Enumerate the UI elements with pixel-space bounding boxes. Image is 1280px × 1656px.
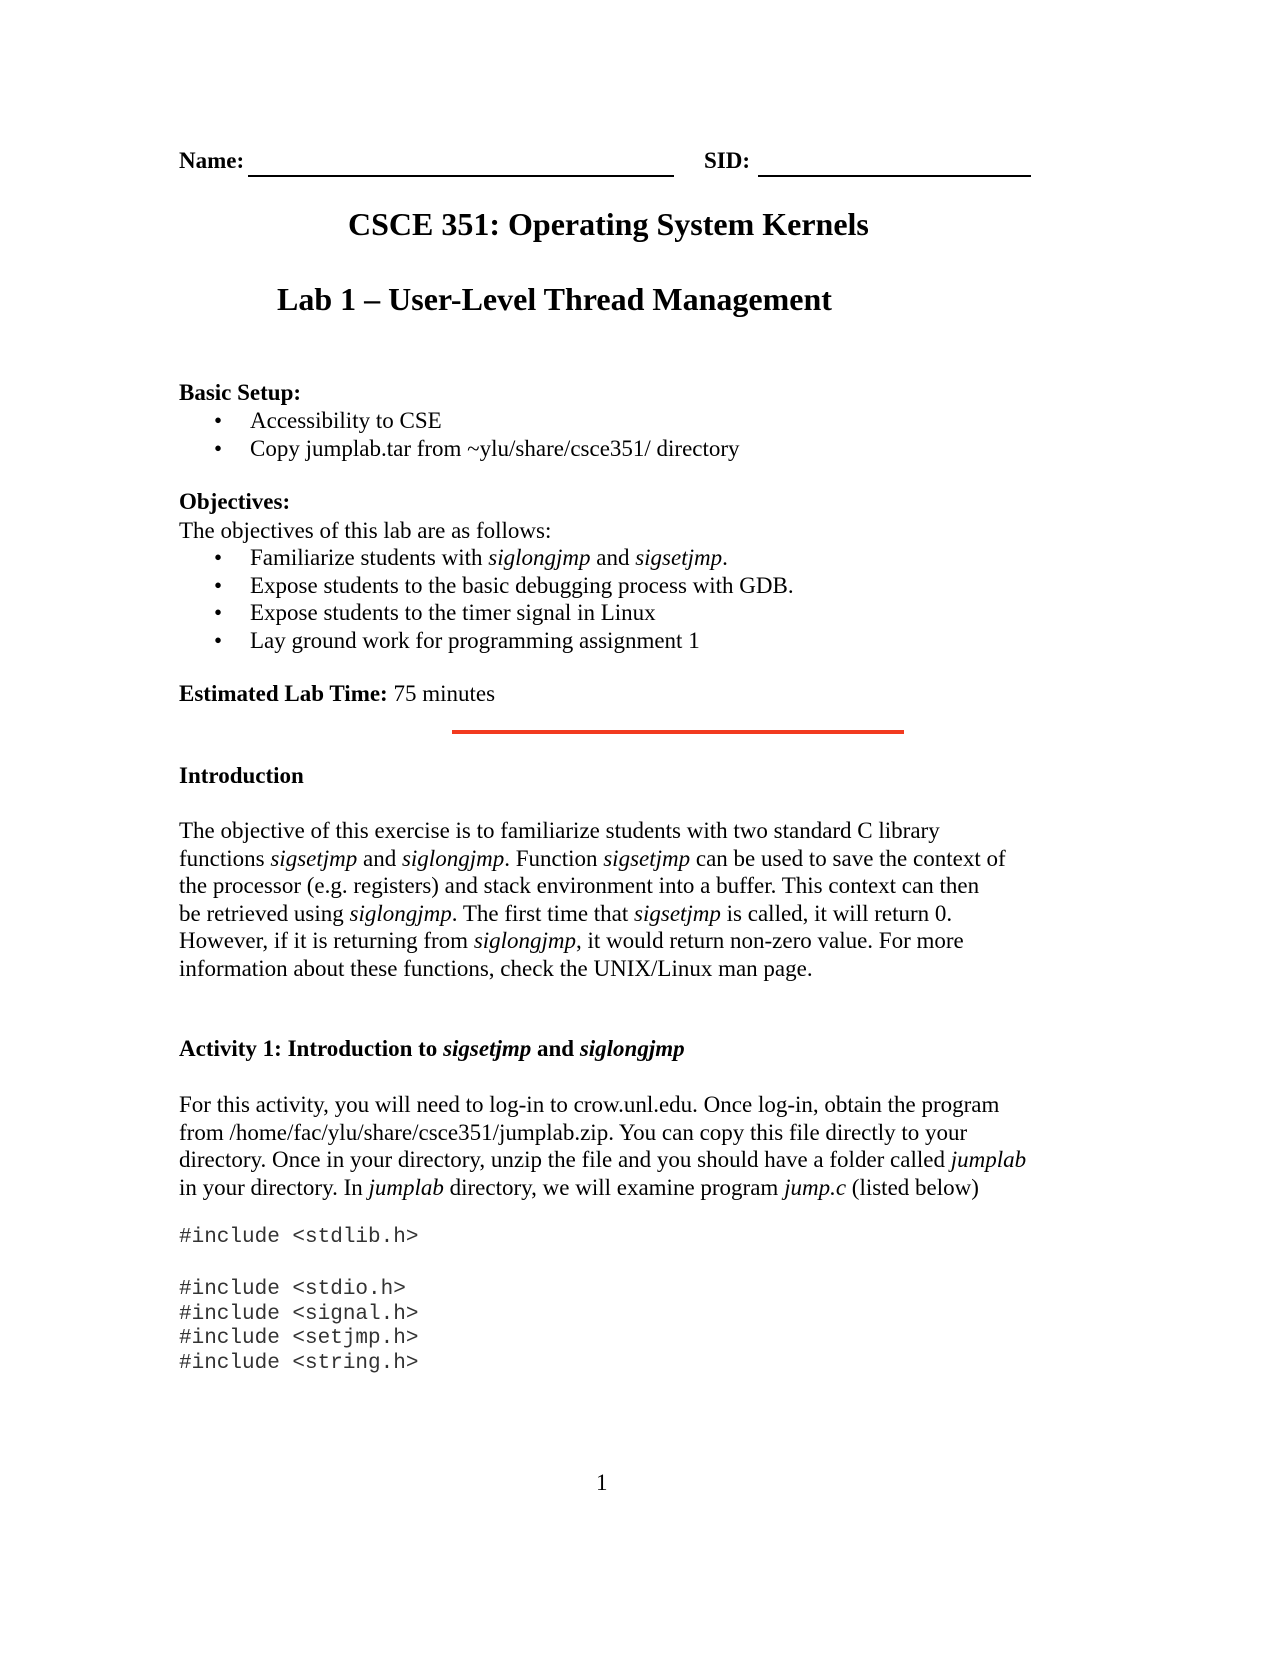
activity1-paragraph: For this activity, you will need to log-in to crow.unl.edu. Once log-in, obtain the program from /home/fac/ylu/share/csce351/jumplab.zip. You can copy this file directly to your directory. Once in your directory, unzip the file and you should have a folder called jumplab in your directory. In jumplab directory, we will examine program jump.c (listed below) xyxy=(179,1092,1027,1200)
code-line: #include <string.h> xyxy=(179,1352,419,1375)
activity1-heading: Activity 1: Introduction to sigsetjmp and siglongjmp xyxy=(179,1036,685,1061)
name-blank-line xyxy=(248,175,674,177)
list-item: • Expose students to the timer signal in Linux xyxy=(214,599,794,627)
objectives-heading: Objectives: xyxy=(179,489,291,514)
section-divider xyxy=(452,730,904,734)
list-item: • Lay ground work for programming assignment 1 xyxy=(214,627,794,655)
list-item: • Familiarize students with siglongjmp and sigsetjmp. xyxy=(214,544,794,572)
page-number: 1 xyxy=(596,1470,608,1495)
lab-title: Lab 1 – User-Level Thread Management xyxy=(277,281,832,317)
name-label: Name: xyxy=(179,148,245,173)
sid-label: SID: xyxy=(704,148,751,173)
code-line: #include <stdio.h> xyxy=(179,1278,406,1301)
objectives-intro: The objectives of this lab are as follows: xyxy=(179,518,552,543)
list-item: • Copy jumplab.tar from ~ylu/share/csce351/ directory xyxy=(214,435,740,463)
sid-blank-line xyxy=(758,175,1031,177)
code-line: #include <setjmp.h> xyxy=(179,1327,419,1350)
estimated-time-label: Estimated Lab Time: xyxy=(179,681,388,706)
estimated-lab-time xyxy=(179,680,495,708)
objectives-list xyxy=(214,544,794,654)
code-line: #include <signal.h> xyxy=(179,1303,419,1326)
introduction-heading: Introduction xyxy=(179,763,304,788)
basic-setup-heading: Basic Setup: xyxy=(179,380,302,405)
list-item: • Accessibility to CSE xyxy=(214,407,740,435)
introduction-paragraph: The objective of this exercise is to familiarize students with two standard C library functions sigsetjmp and siglongjmp. Function sigsetjmp can be used to save the context of the processor (e.g. registers) and stack environment into a buffer. This context can then be retrieved using siglongjmp. The first time that sigsetjmp is called, it will return 0. However, if it is returning from siglongjmp, it would return non-zero value. For more information about these functions, check the UNIX/Linux man page. xyxy=(179,818,1006,981)
code-line: #include <stdlib.h> xyxy=(179,1226,419,1249)
list-item: • Expose students to the basic debugging process with GDB. xyxy=(214,572,794,600)
course-title: CSCE 351: Operating System Kernels xyxy=(348,206,869,242)
basic-setup-list xyxy=(214,407,740,462)
estimated-time-value: 75 minutes xyxy=(387,681,496,706)
